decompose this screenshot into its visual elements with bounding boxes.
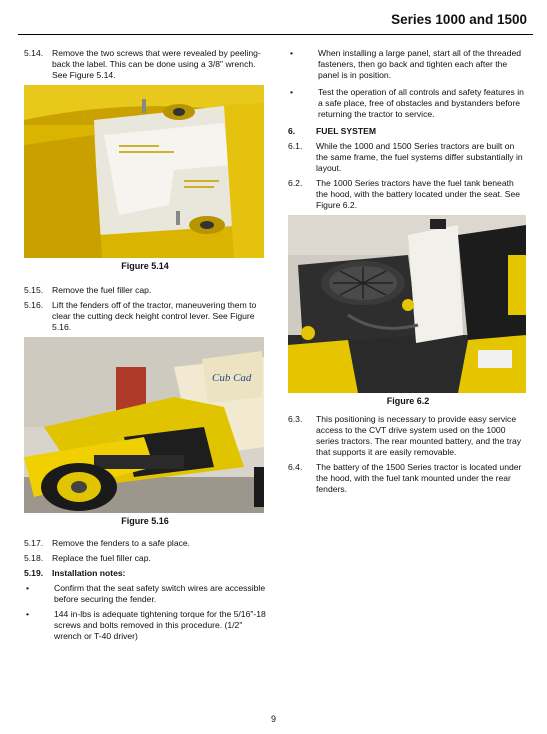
step-number: 6.4. <box>288 462 303 472</box>
note-seat-switch <box>24 583 266 605</box>
bullet: • <box>290 87 294 97</box>
step-text: The battery of the 1500 Series tractor is located under the hood, with the fuel tank mounted under the rear fenders. <box>316 462 522 494</box>
note-text: 144 in-lbs is adequate tightening torque for the 5/16"-18 screws and bolts removed in this procedure. (1/2" wrench or T-40 driver) <box>54 609 266 641</box>
left-column <box>24 48 266 646</box>
figure-5-14-photo <box>24 85 264 258</box>
header-rule <box>18 34 533 35</box>
step-6-4 <box>288 462 528 495</box>
step-5-16 <box>24 300 266 333</box>
step-number: 5.17. <box>24 538 44 548</box>
tractor-photo <box>24 337 264 513</box>
step-text: Remove the fuel filler cap. <box>52 285 152 295</box>
step-number: 6.2. <box>288 178 303 188</box>
step-text: Lift the fenders off of the tractor, maneuvering them to clear the cutting deck height control lever. See Figure 5.16. <box>52 300 257 332</box>
step-5-17 <box>24 538 266 549</box>
step-text: Remove the two screws that were revealed by peeling-back the label. This can be done using a 3/8" wrench. See Figure 5.14. <box>52 48 261 80</box>
step-number: 5.18. <box>24 553 44 563</box>
note-large-panel <box>288 48 528 81</box>
step-text: The 1000 Series tractors have the fuel tank beneath the hood, with the battery located under the seat. See Figure 6.2. <box>316 178 521 210</box>
step-number: 5.14. <box>24 48 44 58</box>
bullet: • <box>290 48 294 58</box>
step-5-14 <box>24 48 266 81</box>
bullet: • <box>26 583 30 593</box>
note-text: Confirm that the seat safety switch wires are accessible before securing the fender. <box>54 583 266 604</box>
step-number: 6.1. <box>288 141 303 151</box>
step-6-3 <box>288 414 528 458</box>
note-text: When installing a large panel, start all of the threaded fasteners, then go back and tighten each after the panel is in position. <box>318 48 522 80</box>
step-5-15 <box>24 285 266 296</box>
right-column <box>288 48 528 499</box>
note-test-controls <box>288 87 528 120</box>
section-title: FUEL SYSTEM <box>316 126 377 136</box>
step-6-2 <box>288 178 528 211</box>
note-text: Test the operation of all controls and safety features in a safe place, free of obstacles and bystanders before returning the tractor to service. <box>318 87 524 119</box>
step-text: Installation notes: <box>52 568 126 578</box>
step-text: This positioning is necessary to provide easy service access to the CVT drive system used on the 1000 series tractors. The rear mounted battery, and the tray that supports it are easily removable. <box>316 414 522 457</box>
section-6-heading <box>288 126 528 137</box>
step-5-19 <box>24 568 266 579</box>
section-number: 6. <box>288 126 296 136</box>
step-number: 5.16. <box>24 300 44 310</box>
engine-fuel-tank-photo <box>288 215 526 393</box>
figure-5-16-photo <box>24 337 264 513</box>
step-number: 5.15. <box>24 285 44 295</box>
step-text: Replace the fuel filler cap. <box>52 553 151 563</box>
figure-6-2-caption: Figure 6.2 <box>386 396 430 406</box>
step-number: 6.3. <box>288 414 303 424</box>
bullet: • <box>26 609 30 619</box>
cub-cadet-logo-text: Cub Cad <box>212 372 252 384</box>
page-number: 9 <box>270 714 276 724</box>
step-number: 5.19. <box>24 568 44 578</box>
step-5-18 <box>24 553 266 564</box>
figure-6-2-photo <box>288 215 526 393</box>
note-torque <box>24 609 266 642</box>
step-6-1 <box>288 141 528 174</box>
step-text: While the 1000 and 1500 Series tractors are built on the same frame, the fuel systems differ substantially in layout. <box>316 141 523 173</box>
fender-label-photo <box>24 85 264 258</box>
page-header-title: Series 1000 and 1500 <box>391 12 527 27</box>
figure-5-16-caption: Figure 5.16 <box>121 516 169 526</box>
figure-5-14-caption: Figure 5.14 <box>121 261 169 271</box>
step-text: Remove the fenders to a safe place. <box>52 538 191 548</box>
